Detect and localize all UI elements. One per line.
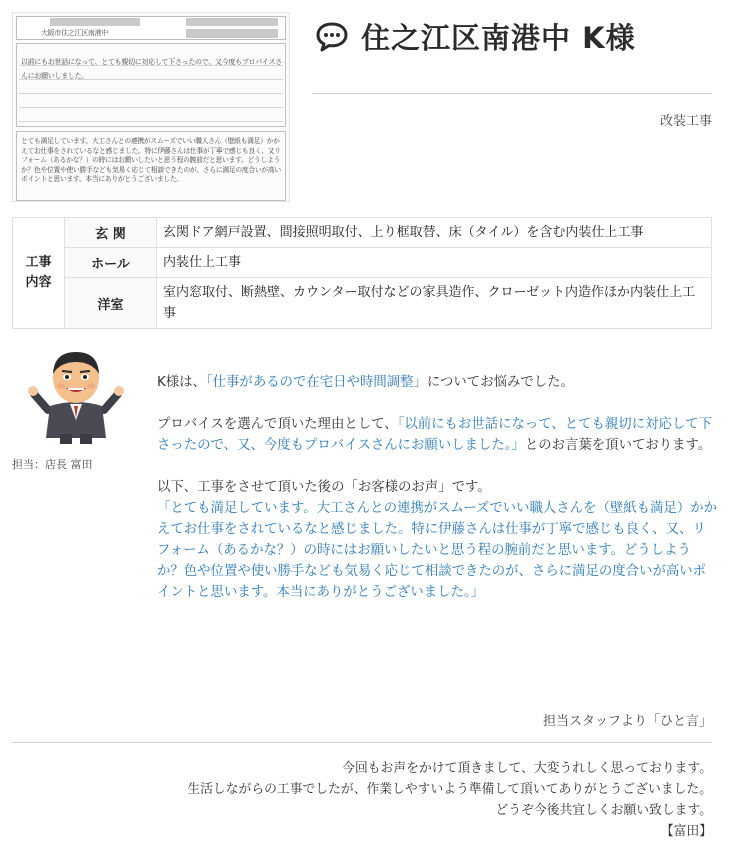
speech-bubble-icon [315,19,349,53]
work-category-label: 改装工事 [659,114,712,129]
page-title: 住之江区南港中 K様 [361,20,636,55]
page-header [315,14,715,58]
staff-name-label: 担当：店長 富田 [12,458,93,471]
table-row [13,218,712,248]
scan-handwritten-q3: 以前にもお世話になって、とても親切に対応して下さったので、又今度もプロバイスさんにお願いしました。 [21,58,282,80]
customer-voice-quote: 「とても満足しています。大工さんとの連携がスムーズでいい職人さんを（壁紙も満足）かかえてお仕事をされているなと感じました。特に伊藤さんは仕事が丁寧で感じも良く、又、リフォーム（あるかな？）の時にはお願いしたいと思う程の腕前だと思います。どうしようか？色や位置や使い勝手なども気易く応じて相談できたのが、さらに満足の度合いが高いポイントと思います。本当にありがとうございました。」 [157,501,717,600]
story-paragraph [157,414,717,456]
staff-comment-message [52,758,712,842]
description-cell: 室内窓取付、断熱壁、カウンター取付などの家具造作、クローゼット内造作ほか内装仕上工事 [157,278,712,329]
message-line: 生活しながらの工事でしたが、作業しやすいよう準備して頂いてありがとうございました。 [187,782,712,797]
scan-handwritten-address: 大阪市住之江区南港中 [41,29,108,37]
work-details-table [12,217,712,329]
staff-avatar-illustration [26,346,126,446]
customer-story [157,372,717,603]
area-cell: 洋室 [65,278,157,329]
title-divider [312,93,712,94]
questionnaire-scan-image [12,12,290,202]
staff-comment-heading: 担当スタッフより「ひと言」 [542,714,712,729]
story-text: 以下、工事をさせて頂いた後の「お客様のお声」です。 [157,480,491,495]
message-signature: 【富田】 [660,824,712,839]
table-row [13,248,712,278]
message-line: どうぞ今後共宜しくお願い致します。 [495,803,712,818]
comment-divider [12,742,712,743]
story-paragraph [157,372,717,393]
story-text: K様は、 [157,375,206,390]
story-text: とのお言葉を頂いております。 [524,438,712,453]
story-paragraph [157,477,717,603]
story-text: プロバイスを選んで頂いた理由として、 [157,417,398,432]
story-text: についてお悩みでした。 [426,375,574,390]
area-cell: 玄 関 [65,218,157,248]
area-cell: ホール [65,248,157,278]
table-row [13,278,712,329]
customer-quote: 「仕事があるので在宅日や時間調整」 [205,375,427,390]
description-cell: 内装仕上工事 [157,248,712,278]
work-content-heading: 工事 内容 [13,218,65,329]
description-cell: 玄関ドア網戸設置、間接照明取付、上り框取替、床（タイル）を含む内装仕上工事 [157,218,712,248]
scan-handwritten-q4: とても満足しています。大工さんとの連携がスムーズでいい職人さん（壁紙も満足）かかえてお仕事をされているなと感じました。特に伊藤さんは仕事が丁寧で感じも良く、又リフォーム（あるかな？）の時にはお願いしたいと思う程の腕前だと思います。どうしようか？色や位置や使い勝手なども気易く応じて相談できたのが、さらに満足の度合いが高いポイントと思います。本当にありがとうございました。 [21,137,281,183]
message-line: 今回もお声をかけて頂きまして、大変うれしく思っております。 [342,761,712,776]
customer-quote: 「以前にもお世話になって、とても親切に対応して下さったので、又、今度もプロバイスさんにお願いしました。」 [157,417,713,453]
